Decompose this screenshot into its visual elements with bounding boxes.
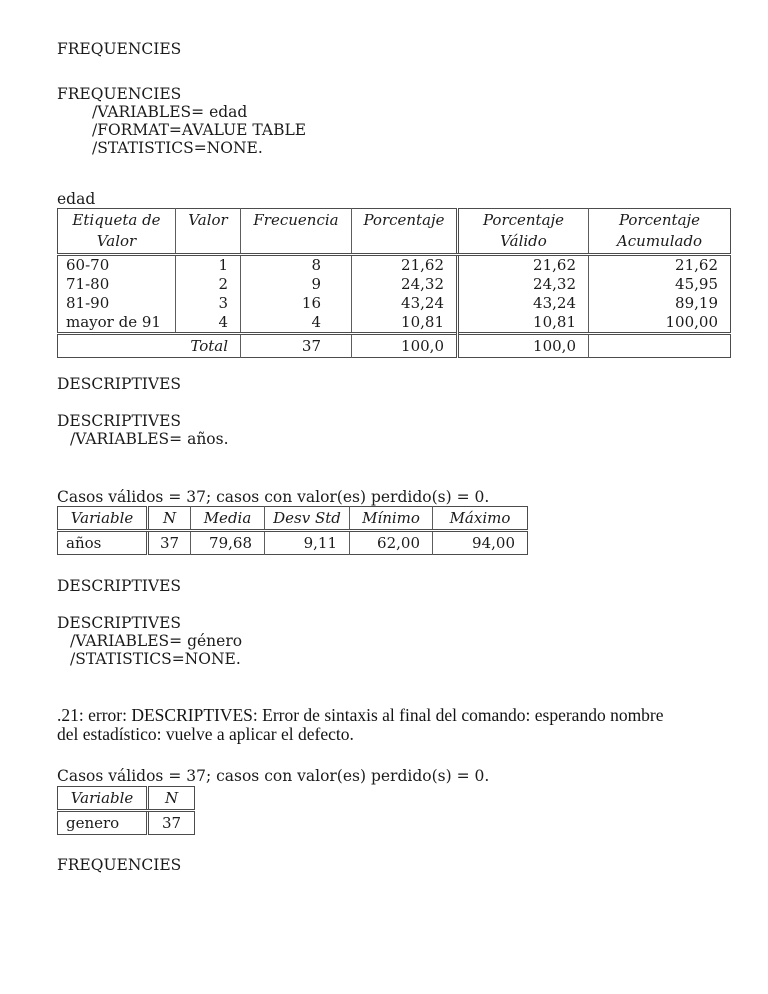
data-cell: 37	[148, 811, 195, 835]
header-cell: Desv Std	[265, 507, 350, 531]
valid-cases-line: Casos válidos = 37; casos con valor(es) perdido(s) = 0.	[57, 488, 490, 506]
data-cell: 37	[148, 531, 191, 555]
command-arg: /STATISTICS=NONE.	[92, 139, 263, 157]
data-cell: 62,00	[350, 531, 433, 555]
data-cell: 9	[241, 275, 352, 294]
error-message-line: .21: error: DESCRIPTIVES: Error de sintaxis al final del comando: esperando nombre	[57, 705, 664, 725]
output-heading-descriptives: DESCRIPTIVES	[57, 375, 182, 393]
command-arg: /STATISTICS=NONE.	[70, 650, 241, 668]
data-cell: 4	[241, 313, 352, 334]
data-cell: 8	[241, 255, 352, 276]
data-cell: 81-90	[66, 294, 110, 312]
total-label-cell: Total	[58, 334, 241, 358]
data-cell: 94,00	[433, 531, 528, 555]
data-cell: mayor de 91	[66, 313, 161, 331]
data-cell: 89,19	[589, 294, 731, 313]
data-cell: 71-80	[66, 275, 110, 293]
data-cell: 10,81	[352, 313, 458, 334]
data-cell: 45,95	[589, 275, 731, 294]
descriptives-command-block	[57, 412, 728, 448]
command-keyword: DESCRIPTIVES	[57, 412, 182, 430]
command-arg: /VARIABLES= años.	[70, 430, 229, 448]
command-keyword: FREQUENCIES	[57, 85, 182, 103]
descriptives-command-block	[57, 614, 728, 668]
data-cell: 9,11	[265, 531, 350, 555]
data-cell: 3	[176, 294, 241, 313]
table-row	[58, 275, 731, 294]
header-cell: Frecuencia	[241, 209, 352, 255]
total-cell: 100,0	[352, 334, 458, 358]
total-cell: 100,0	[458, 334, 589, 358]
frequencies-command-block	[57, 85, 728, 157]
command-arg: /FORMAT=AVALUE TABLE	[92, 121, 307, 139]
output-heading-frequencies: FREQUENCIES	[57, 40, 182, 58]
header-cell: Porcentaje Válido	[458, 209, 589, 255]
table-header-row	[58, 209, 731, 255]
table-row	[58, 811, 195, 835]
header-cell: N	[148, 787, 195, 811]
data-cell: años	[66, 534, 102, 552]
table-row	[58, 255, 731, 276]
data-cell: 24,32	[458, 275, 589, 294]
header-cell: Variable	[58, 507, 148, 531]
table-total-row	[58, 334, 731, 358]
data-cell: genero	[66, 814, 120, 832]
data-cell: 21,62	[458, 255, 589, 276]
data-cell: 10,81	[458, 313, 589, 334]
header-cell: Etiqueta de Valor	[58, 209, 176, 255]
header-cell: Porcentaje Acumulado	[589, 209, 731, 255]
table-header-row	[58, 507, 528, 531]
valid-cases-line: Casos válidos = 37; casos con valor(es) perdido(s) = 0.	[57, 767, 490, 785]
table-row	[58, 313, 731, 334]
total-cell: 37	[241, 334, 352, 358]
output-heading-frequencies: FREQUENCIES	[57, 856, 182, 874]
command-arg: /VARIABLES= género	[70, 632, 243, 650]
command-arg: /VARIABLES= edad	[92, 103, 248, 121]
command-keyword: DESCRIPTIVES	[57, 614, 182, 632]
header-cell: Media	[191, 507, 265, 531]
header-cell: Porcentaje	[352, 209, 458, 255]
data-cell: 21,62	[589, 255, 731, 276]
data-cell: 100,00	[589, 313, 731, 334]
table-header-row	[58, 787, 195, 811]
data-cell: 21,62	[352, 255, 458, 276]
data-cell: 43,24	[352, 294, 458, 313]
data-cell: 60-70	[66, 256, 110, 274]
header-cell: Mínimo	[350, 507, 433, 531]
data-cell: 1	[176, 255, 241, 276]
data-cell: 2	[176, 275, 241, 294]
data-cell: 16	[241, 294, 352, 313]
freq-table-caption: edad	[57, 190, 96, 208]
error-message	[57, 706, 728, 744]
frequencies-edad-table	[57, 208, 731, 358]
table-row	[58, 531, 528, 555]
table-row	[58, 294, 731, 313]
total-cell	[589, 334, 731, 358]
descriptives-genero-table	[57, 786, 195, 835]
header-cell: N	[148, 507, 191, 531]
data-cell: 24,32	[352, 275, 458, 294]
descriptives-anos-table	[57, 506, 528, 555]
output-heading-descriptives: DESCRIPTIVES	[57, 577, 182, 595]
header-cell: Valor	[176, 209, 241, 255]
data-cell: 4	[176, 313, 241, 334]
header-cell: Variable	[58, 787, 148, 811]
error-message-line: del estadístico: vuelve a aplicar el defecto.	[57, 724, 354, 744]
data-cell: 43,24	[458, 294, 589, 313]
header-cell: Máximo	[433, 507, 528, 531]
data-cell: 79,68	[191, 531, 265, 555]
